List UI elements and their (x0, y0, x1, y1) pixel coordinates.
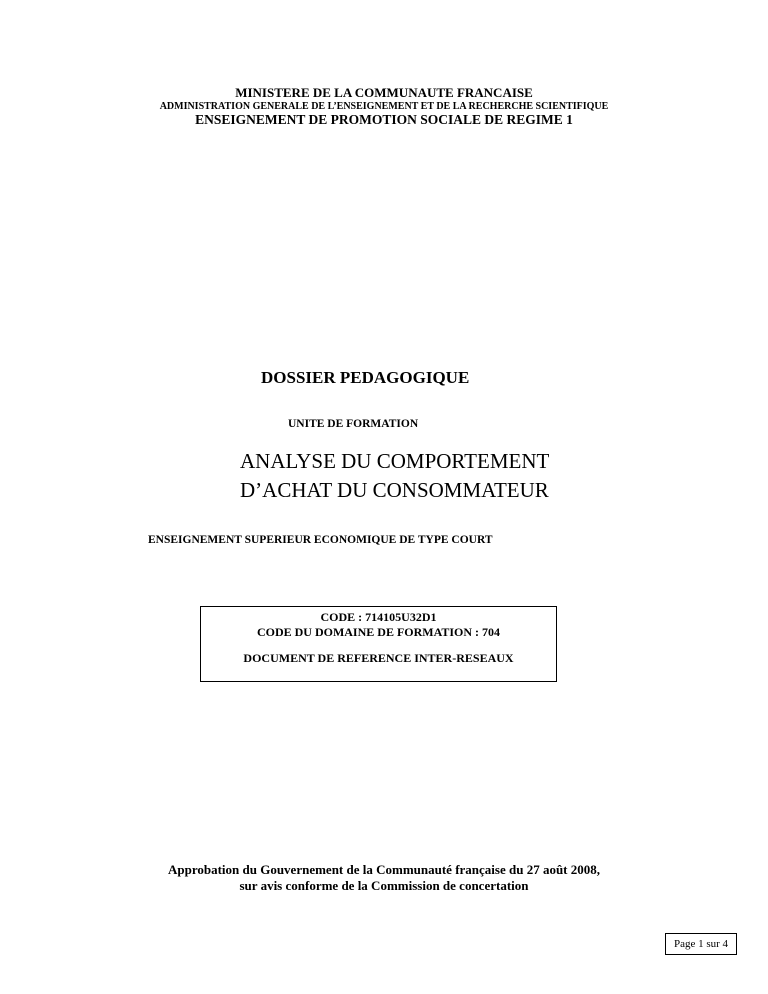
administration-heading: ADMINISTRATION GENERALE DE L’ENSEIGNEMENT ET DE LA RECHERCHE SCIENTIFIQUE (159, 101, 609, 112)
education-heading: ENSEIGNEMENT DE PROMOTION SOCIALE DE REGIME 1 (195, 112, 573, 127)
unit-title-line-2: D’ACHAT DU CONSOMMATEUR (240, 478, 549, 502)
ministry-heading: MINISTERE DE LA COMMUNAUTE FRANCAISE (235, 85, 533, 100)
education-level: ENSEIGNEMENT SUPERIEUR ECONOMIQUE DE TYPE COURT (148, 534, 493, 546)
reference-document: DOCUMENT DE REFERENCE INTER-RESEAUX (243, 651, 514, 665)
code-box (200, 606, 557, 682)
unit-code: CODE : 714105U32D1 (320, 610, 437, 624)
domain-code: CODE DU DOMAINE DE FORMATION : 704 (256, 625, 501, 639)
unit-title-line-1: ANALYSE DU COMPORTEMENT (240, 449, 550, 473)
approval-line-1: Approbation du Gouvernement de la Communauté française du 27 août 2008, (167, 862, 601, 877)
document-type: DOSSIER PEDAGOGIQUE (261, 368, 470, 387)
unit-label: UNITE DE FORMATION (288, 418, 419, 430)
approval-line-2: sur avis conforme de la Commission de concertation (239, 878, 529, 893)
page-number: Page 1 sur 4 (665, 933, 737, 955)
